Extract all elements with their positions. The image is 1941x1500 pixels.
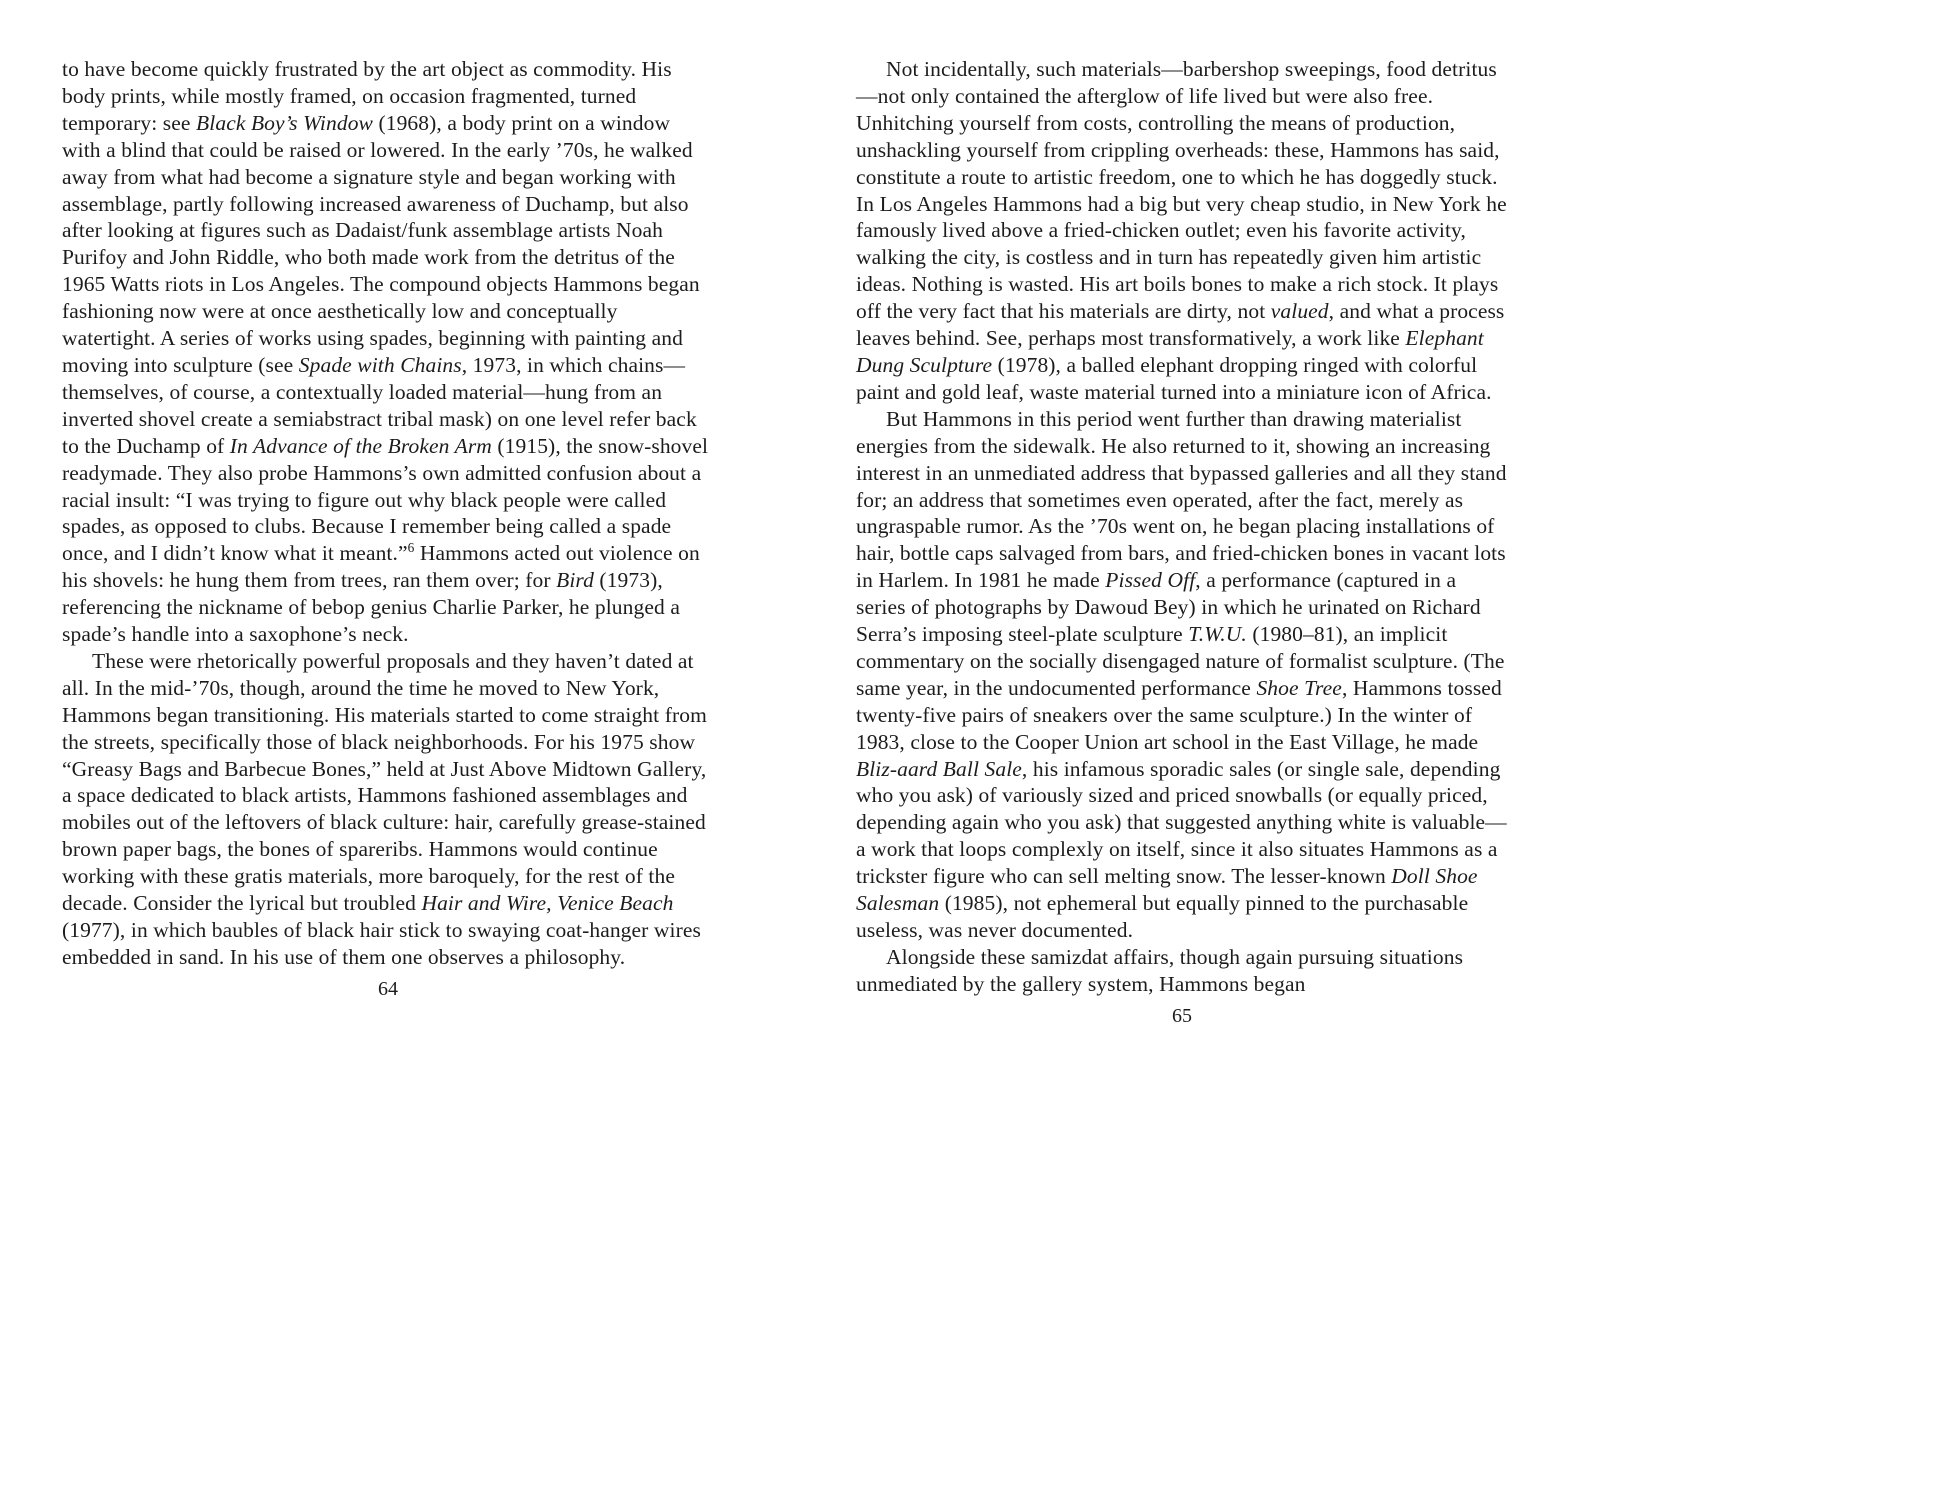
- page-number: 64: [378, 977, 398, 1000]
- paragraph: [856, 56, 1508, 406]
- page-left: [62, 56, 714, 1028]
- text-segment: These were rhetorically powerful proposals and they haven’t dated at all. In the mid-’70s, though, around the time he moved to New York, Hammons began transitioning. His materials started to come straight from the streets, specifically those of black neighborhoods. For his 1975 show “Greasy Bags and Barbecue Bones,” held at Just Above Midtown Gallery, a space dedicated to black artists, Hammons fashioned assemblages and mobiles out of the leftovers of black culture: hair, carefully grease-stained brown paper bags, the bones of spareribs. Hammons would continue working with these gratis materials, more baroquely, for the rest of the decade. Consider the lyrical but troubled: [62, 648, 707, 916]
- text-segment: Hammons acted out violence on his shovels: he hung them from trees, ran them over; for: [62, 541, 700, 593]
- paragraph: [856, 944, 1508, 998]
- page-body: [62, 56, 714, 971]
- text-segment: (1915), the snow-shovel readymade. They also probe Hammons’s own admitted confusion about a racial insult: “I was trying to figure out why black people were called spades, as opposed to clubs. Because I remember being called a spade once, and I didn’t know what it meant.”: [62, 433, 709, 566]
- paragraph: [62, 56, 714, 648]
- text-segment: (1980–81), an implicit commentary on the socially disengaged nature of formalist sculpture. (The same year, in the undocumented performance: [856, 622, 1505, 700]
- text-segment: But Hammons in this period went further than drawing materialist energies from the sidewalk. He also returned to it, showing an increasing interest in an unmediated address that bypassed galleries and all they stand for; an address that sometimes even operated, after the fact, merely as ungraspable rumor. As the ’70s went on, he began placing installations of hair, bottle caps salvaged from bars, and fried-chicken bones in vacant lots in Harlem. In 1981 he made: [856, 406, 1507, 593]
- footnote-reference: 6: [407, 540, 415, 556]
- page-body: [856, 56, 1508, 998]
- text-segment: , Hammons tossed twenty-five pairs of sneakers over the same sculpture.) In the winter of 1983, close to the Cooper Union art school in the East Village, he made: [856, 675, 1502, 754]
- text-segment: , 1973, in which chains—themselves, of course, a contextually loaded material—hung from an inverted shovel create a semiabstract tribal mask) on one level refer back to the Duchamp of: [62, 352, 697, 458]
- paragraph: [856, 406, 1508, 944]
- artwork-title: Bliz-aard Ball Sale: [856, 756, 1022, 781]
- book-spread: [62, 56, 1508, 1028]
- text-segment: (1977), in which baubles of black hair stick to swaying coat-hanger wires embedded in sand. In his use of them one observes a philosophy.: [62, 918, 701, 969]
- artwork-title: Bird: [556, 568, 594, 593]
- text-segment: Alongside these samizdat affairs, though again pursuing situations unmediated by the gallery system, Hammons began: [856, 944, 1464, 996]
- text-segment: to have become quickly frustrated by the art object as commodity. His body prints, while mostly framed, on occasion fragmented, turned temporary: see: [62, 57, 672, 135]
- artwork-title: Doll Shoe Salesman: [856, 864, 1478, 916]
- text-segment: Not incidentally, such materials—barbershop sweepings, food detritus—not only contained the afterglow of life lived but were also free. Unhitching yourself from costs, controlling the means of production, unshackling yourself from crippling overheads: these, Hammons has said, constitute a route to artistic freedom, one to which he has doggedly stuck. In Los Angeles Hammons had a big but very cheap studio, in New York he famously lived above a fried-chicken outlet; even his favorite activity, walking the city, is costless and in turn has repeatedly given him artistic ideas. Nothing is wasted. His art boils bones to make a rich stock. It plays off the very fact that his materials are dirty, not: [856, 57, 1507, 324]
- text-segment: (1968), a body print on a window with a blind that could be raised or lowered. In the early ’70s, he walked away from what had become a signature style and began working with assemblage, partly following increased awareness of Duchamp, but also after looking at figures such as Dadaist/funk assemblage artists Noah Purifoy and John Riddle, who both made work from the detritus of the 1965 Watts riots in Los Angeles. The compound objects Hammons began fashioning now were at once aesthetically low and conceptually watertight. A series of works using spades, beginning with painting and moving into sculpture (see: [62, 110, 700, 377]
- artwork-title: valued: [1270, 299, 1329, 324]
- artwork-title: Spade with Chains: [298, 352, 462, 377]
- page-number: 65: [1172, 1004, 1192, 1027]
- text-segment: , and what a process leaves behind. See, perhaps most transformatively, a work like: [856, 299, 1505, 351]
- page-right: [856, 56, 1508, 1028]
- artwork-title: Pissed Off: [1105, 568, 1196, 593]
- text-segment: (1973), referencing the nickname of bebop genius Charlie Parker, he plunged a spade’s handle into a saxophone’s neck.: [62, 568, 680, 647]
- artwork-title: Shoe Tree: [1256, 675, 1342, 700]
- artwork-title: In Advance of the Broken Arm: [229, 433, 492, 458]
- text-segment: , a performance (captured in a series of photographs by Dawoud Bey) in which he urinated on Richard Serra’s imposing steel-plate sculpture: [856, 568, 1481, 647]
- artwork-title: Hair and Wire, Venice Beach: [421, 891, 674, 916]
- artwork-title: T.W.U.: [1188, 622, 1247, 647]
- artwork-title: Black Boy’s Window: [196, 110, 373, 135]
- paragraph: [62, 648, 714, 971]
- artwork-title: Elephant Dung Sculpture: [856, 326, 1484, 377]
- text-segment: (1978), a balled elephant dropping ringed with colorful paint and gold leaf, waste material turned into a miniature icon of Africa.: [856, 352, 1492, 404]
- text-segment: , his infamous sporadic sales (or single sale, depending who you ask) of variously sized and priced snowballs (or equally priced, depending again who you ask) that suggested anything white is valuable—a work that loops complexly on itself, since it also situates Hammons as a trickster figure who can sell melting snow. The lesser-known: [856, 756, 1507, 889]
- text-segment: (1985), not ephemeral but equally pinned to the purchasable useless, was never documented.: [856, 891, 1469, 942]
